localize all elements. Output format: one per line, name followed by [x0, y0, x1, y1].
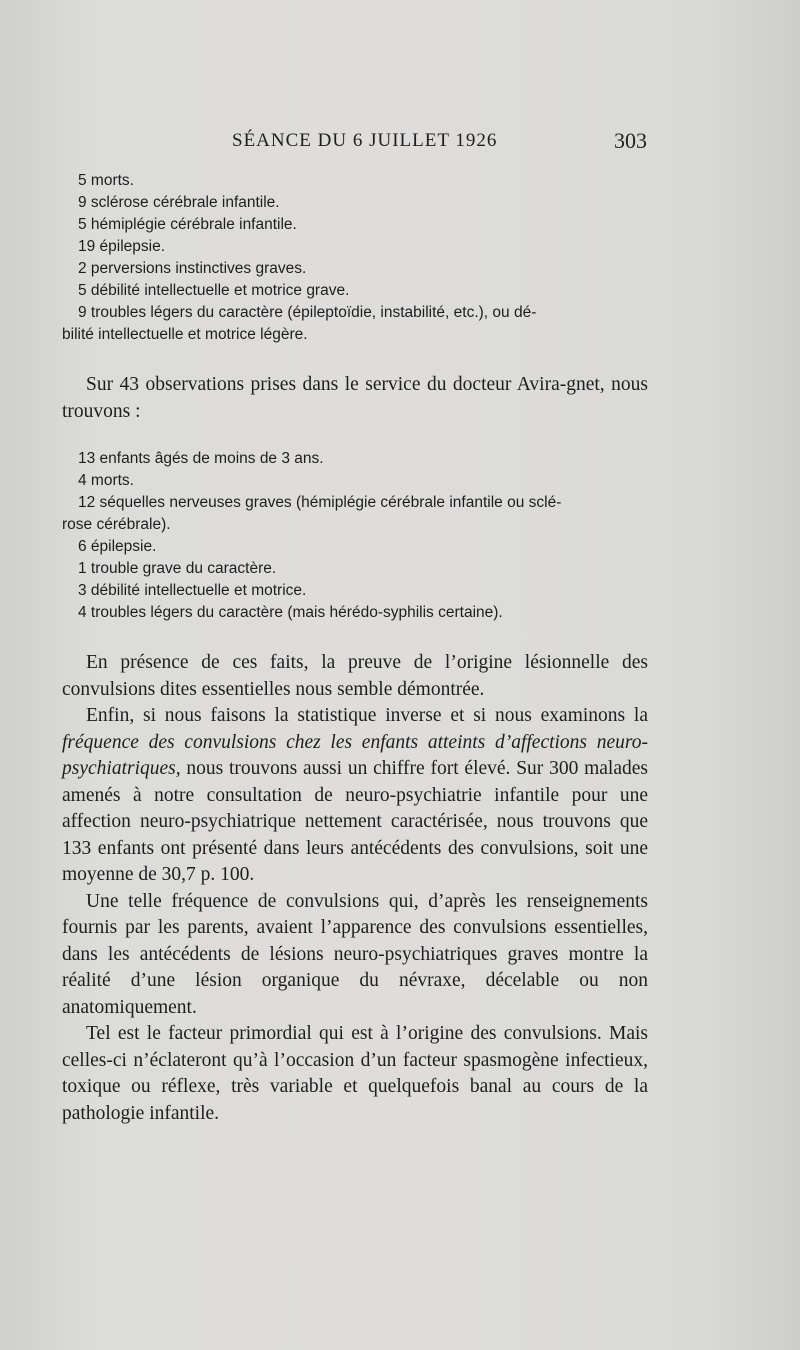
paragraph-3: Une telle fréquence de convulsions qui, d’après les renseignements fournis par les parents, avaient l’apparence des convulsions essentielles, dans les antécédents de lésions neuro-psychiatriques graves montre la réalité d’une lésion organique du névraxe, décelable ou non anatomiquement. [62, 890, 648, 1018]
list-item: 12 séquelles nerveuses graves (hémiplégie cérébrale infantile ou sclé- [78, 494, 562, 511]
paragraph-2 [62, 703, 648, 889]
list-item: 3 débilité intellectuelle et motrice. [78, 582, 307, 599]
list-item-continuation: rose cérébrale). [62, 516, 171, 533]
page-header [62, 128, 647, 162]
main-text [62, 650, 648, 1127]
paragraph-2-end: nous trouvons aussi un chiffre fort élevé. Sur 300 malades amenés à notre consultation de neuro-psychiatrie infantile pour une affection neuro-psychiatrique nettement caractérisée, nous trouvons que 133 enfants ont présenté dans leurs antécédents des convulsions, soit une moyenne de 30,7 p. 100. [62, 758, 648, 885]
list-item: 13 enfants âgés de moins de 3 ans. [78, 450, 324, 467]
list-item: 5 hémiplégie cérébrale infantile. [78, 216, 297, 233]
list-item: 5 débilité intellectuelle et motrice grave. [78, 282, 350, 299]
statistics-list-2 [62, 448, 648, 624]
list-item: 4 morts. [78, 472, 134, 489]
running-head: SÉANCE DU 6 JUILLET 1926 [232, 130, 498, 151]
list-item: 19 épilepsie. [78, 238, 166, 255]
list-item: 5 morts. [78, 172, 134, 189]
list-item: 1 trouble grave du caractère. [78, 560, 277, 577]
intro-paragraph [62, 372, 648, 425]
paragraph-2-start: Enfin, si nous faisons la statistique inverse et si nous examinons la [86, 705, 648, 726]
list-item: 9 sclérose cérébrale infantile. [78, 194, 280, 211]
paragraph-2-italic: fréquence des convulsions chez les enfants atteints d’affections neuro-psychiatriques, [62, 731, 648, 779]
list-item: 4 troubles légers du caractère (mais hérédo-syphilis certaine). [78, 604, 503, 621]
list-item: 2 perversions instinctives graves. [78, 260, 307, 277]
list-item: 9 troubles légers du caractère (épileptoïdie, instabilité, etc.), ou dé- [78, 304, 537, 321]
paragraph-1: En présence de ces faits, la preuve de l’origine lésionnelle des convulsions dites essentielles nous semble démontrée. [62, 652, 648, 700]
statistics-list-1 [62, 170, 648, 346]
page-number: 303 [614, 128, 647, 153]
paragraph-4: Tel est le facteur primordial qui est à l’origine des convulsions. Mais celles-ci n’éclateront qu’à l’occasion d’un facteur spasmogène infectieux, toxique ou réflexe, très variable et quelquefois banal au cours de la pathologie infantile. [62, 1023, 648, 1124]
list-item-continuation: bilité intellectuelle et motrice légère. [62, 326, 308, 343]
list-item: 6 épilepsie. [78, 538, 157, 555]
paragraph-text: Sur 43 observations prises dans le service du docteur Avira-gnet, nous trouvons : [62, 374, 648, 422]
